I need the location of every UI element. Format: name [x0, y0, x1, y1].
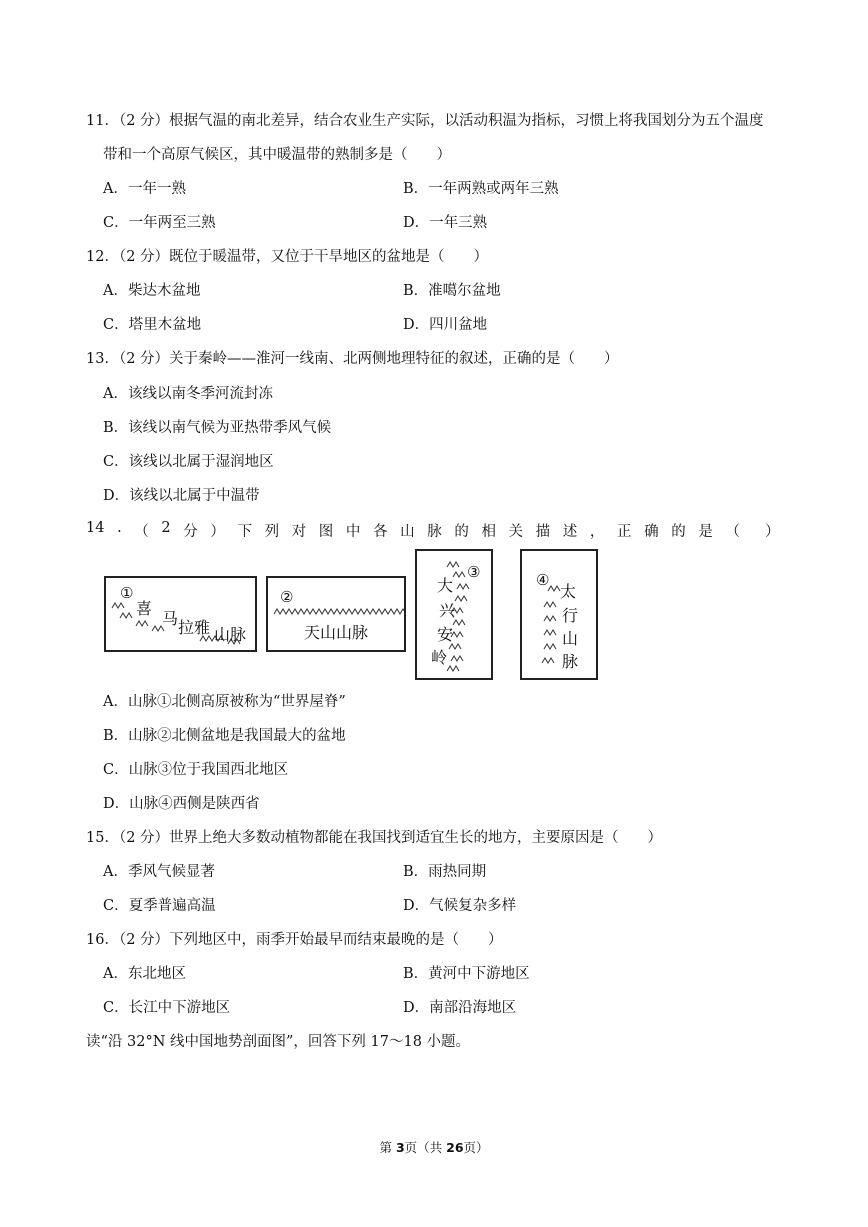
q14-stem [86, 520, 780, 541]
footer-total-pages: 26 [446, 1140, 464, 1155]
mountain-2-label: 天山山脉 [304, 623, 369, 642]
footer-page-number: 3 [395, 1140, 405, 1155]
mountain-2-number: ② [280, 588, 294, 606]
mountain-2-panel [266, 576, 406, 652]
q15-option-d: D．气候复杂多样 [403, 898, 517, 914]
reading-intro: 读“沿 32°N 线中国地势剖面图”，回答下列 17～18 小题。 [86, 1034, 471, 1050]
mountain-1-char: 山脉 [214, 625, 247, 644]
footer-suffix: 页） [463, 1140, 489, 1155]
q14-stem-char: 确 [644, 524, 659, 540]
q15-stem: 15．（2 分）世界上绝大多数动植物都能在我国找到适宜生长的地方，主要原因是（ ） [86, 830, 663, 846]
mountain-1-number: ① [120, 584, 134, 602]
q14-stem-char: ， [589, 524, 605, 540]
q14-option-d: D．山脉④西侧是陕西省 [103, 796, 260, 812]
q14-stem-char: 2 [161, 520, 171, 536]
q14-stem-char: 是 [698, 524, 713, 540]
q14-stem-char: 中 [345, 524, 361, 540]
q12-stem: 12．（2 分）既位于暖温带，又位于干旱地区的盆地是（ ） [86, 249, 489, 265]
q14-option-a: A．山脉①北侧高原被称为“世界屋脊” [103, 694, 346, 710]
q15-option-b: B．雨热同期 [403, 864, 487, 880]
q15-option-a: A．季风气候显著 [103, 864, 215, 880]
q14-stem-char: 相 [481, 524, 496, 540]
q12-option-b: B．准噶尔盆地 [403, 283, 501, 299]
q14-stem-char: 分 [183, 524, 198, 540]
mountain-4-char: 山 [562, 629, 579, 648]
mountain-4-char: 太 [560, 582, 577, 601]
q14-stem-char: 的 [454, 524, 469, 540]
q12-option-d: D．四川盆地 [403, 317, 488, 333]
q14-option-b: B．山脉②北侧盆地是我国最大的盆地 [103, 728, 346, 744]
q11-option-d: D．一年三熟 [403, 215, 488, 231]
q14-stem-char: 关 [508, 524, 524, 540]
q13-option-b: B．该线以南气候为亚热带季风气候 [103, 420, 332, 436]
q12-option-c: C．塔里木盆地 [103, 317, 202, 333]
q14-stem-char: 对 [291, 524, 307, 540]
mountain-3-char: 兴 [439, 601, 456, 620]
q14-option-c: C．山脉③位于我国西北地区 [103, 762, 289, 778]
q11-option-b: B．一年两熟或两年三熟 [403, 181, 559, 197]
mountain-3-char: 安 [437, 625, 454, 644]
q11-stem-line1: 11．（2 分）根据气温的南北差异，结合农业生产实际，以活动积温为指标，习惯上将我国划分为五个温度 [86, 113, 764, 129]
q14-stem-char: 描 [535, 524, 551, 540]
mountain-range-icon [522, 551, 596, 678]
q11-stem-line2: 带和一个高原气候区，其中暖温带的熟制多是（ ） [103, 147, 451, 163]
q16-option-d: D．南部沿海地区 [403, 1000, 517, 1016]
mountain-1-panel [104, 576, 257, 652]
q16-option-a: A．东北地区 [103, 966, 186, 982]
q14-stem-char: 列 [264, 524, 280, 540]
q14-stem-char: 14 [86, 520, 105, 536]
q16-option-c: C．长江中下游地区 [103, 1000, 231, 1016]
q14-stem-char: 山 [400, 524, 415, 540]
q14-stem-char: 图 [318, 524, 334, 540]
q13-option-d: D．该线以北属于中温带 [103, 488, 260, 504]
page-footer [0, 1138, 868, 1156]
q14-stem-char: 正 [616, 524, 632, 540]
footer-middle: 页（共 [404, 1140, 447, 1155]
footer-prefix: 第 [379, 1140, 396, 1155]
q13-option-c: C．该线以北属于湿润地区 [103, 454, 274, 470]
q16-option-b: B．黄河中下游地区 [403, 966, 530, 982]
mountain-4-number: ④ [536, 571, 550, 589]
mountain-3-number: ③ [467, 563, 481, 581]
q14-stem-char: ） [210, 524, 225, 540]
mountain-3-char: 岭 [431, 648, 448, 667]
mountain-1-char: 马 [162, 609, 179, 628]
q14-stem-char: 各 [373, 524, 388, 540]
q11-option-c: C．一年两至三熟 [103, 215, 216, 231]
mountain-1-char: 喜 [136, 599, 153, 618]
q13-option-a: A．该线以南冬季河流封冻 [103, 386, 273, 402]
q14-stem-char: 脉 [427, 524, 442, 540]
q14-stem-char: 下 [237, 524, 252, 540]
mountain-4-panel [520, 549, 598, 680]
q12-option-a: A．柴达木盆地 [103, 283, 201, 299]
q16-stem: 16．（2 分）下列地区中，雨季开始最早而结束最晚的是（ ） [86, 932, 503, 948]
mountain-3-panel [415, 549, 493, 680]
q14-stem-char: （ [134, 524, 149, 540]
mountain-1-char: 拉雅 [178, 618, 211, 637]
q14-stem-char: ） [765, 524, 780, 540]
q14-stem-char: 的 [671, 524, 686, 540]
q11-option-a: A．一年一熟 [103, 181, 186, 197]
q13-stem: 13．（2 分）关于秦岭——淮河一线南、北两侧地理特征的叙述，正确的是（ ） [86, 351, 619, 367]
q15-option-c: C．夏季普遍高温 [103, 898, 216, 914]
mountain-3-char: 大 [437, 576, 454, 595]
q14-stem-char: 述 [562, 524, 578, 540]
mountain-4-char: 行 [562, 606, 579, 625]
q14-stem-char: . [117, 520, 122, 536]
q14-stem-char: （ [725, 524, 740, 540]
mountain-4-char: 脉 [562, 652, 579, 671]
